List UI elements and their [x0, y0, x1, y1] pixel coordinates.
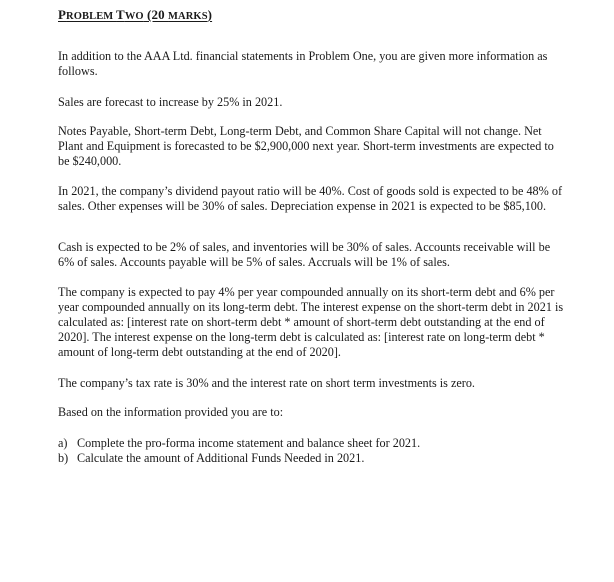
interest-paragraph: The company is expected to pay 4% per year compounded annually on its short-term debt and 6% per year compounded annually on its long-term debt. The interest expense on the short-term debt in 2021 is calculated as: [interest rate on short-term debt * amount of short-term debt outstanding at the end of 2020]. The interest expense on the long-term debt is calculated as: [interest rate on long-term debt * amount of long-term debt outstanding at the end of 2020]. [58, 285, 564, 359]
instructions-paragraph: Based on the information provided you are to: [58, 405, 284, 419]
sales-forecast-paragraph: Sales are forecast to increase by 25% in 2021. [58, 95, 283, 109]
list-item-text: Calculate the amount of Additional Funds Needed in 2021. [77, 451, 365, 465]
list-marker: a) [58, 436, 68, 450]
list-item [58, 436, 420, 451]
problem-heading: PROBLEM TWO (20 MARKS) [58, 7, 213, 22]
intro-paragraph: In addition to the AAA Ltd. financial statements in Problem One, you are given more information as follows. [58, 49, 548, 78]
list-item-text: Complete the pro-forma income statement and balance sheet for 2021. [77, 436, 421, 450]
tax-rate-paragraph: The company’s tax rate is 30% and the interest rate on short term investments is zero. [58, 376, 475, 390]
list-item [58, 451, 420, 466]
working-capital-paragraph: Cash is expected to be 2% of sales, and inventories will be 30% of sales. Accounts receivable will be 6% of sales. Accounts payable will be 5% of sales. Accruals will be 1% of sales. [58, 240, 551, 269]
dividend-and-expenses-paragraph: In 2021, the company’s dividend payout ratio will be 40%. Cost of goods sold is expected to be 48% of sales. Other expenses will be 30% of sales. Depreciation expense in 2021 is expected to be $85,100. [58, 184, 563, 213]
list-marker: b) [58, 451, 69, 465]
task-list [58, 436, 420, 466]
debt-and-plant-paragraph: Notes Payable, Short-term Debt, Long-term Debt, and Common Share Capital will not change. Net Plant and Equipment is forecasted to be $2,900,000 next year. Short-term investments are expected to be $240,000. [58, 124, 554, 168]
